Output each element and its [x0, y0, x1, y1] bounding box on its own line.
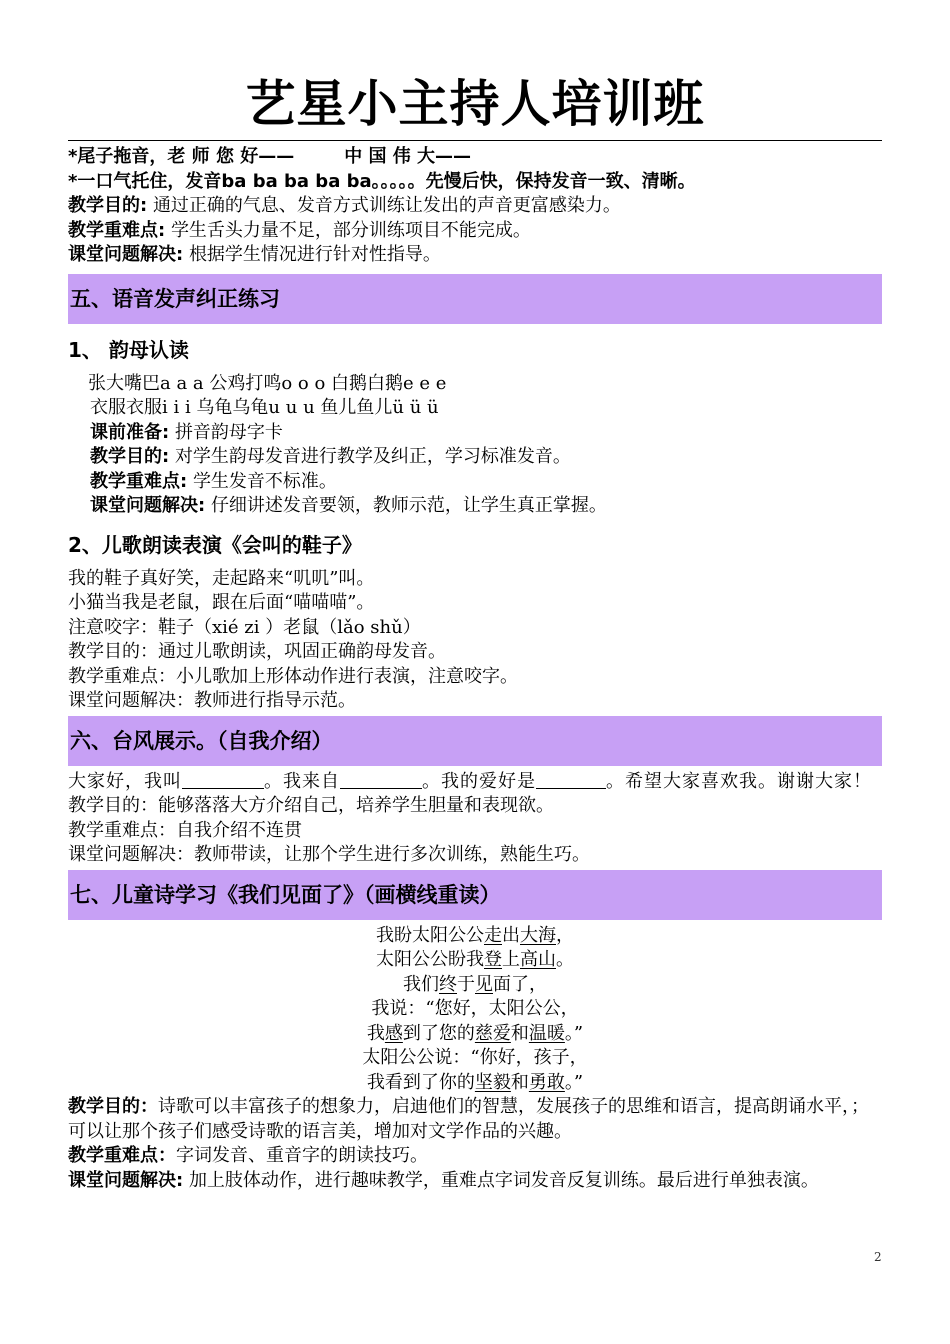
section-6-heading: 六、台风展示。（自我介绍）: [68, 716, 882, 766]
section-5-heading: 五、语音发声纠正练习: [68, 274, 882, 324]
page-number: 2: [874, 1250, 882, 1264]
page-title: 艺星小主持人培训班: [245, 75, 705, 133]
poem-line-5: 我感到了您的慈爱和温暖。”: [366, 1022, 584, 1044]
title-divider: [68, 140, 882, 141]
intro-line-1: *尾子拖音，老 师 您 好—— 中 国 伟 大——: [68, 146, 472, 167]
rhyme-goal: 教学目的：通过儿歌朗读，巩固正确韵母发音。: [68, 641, 446, 662]
rhyme-difficulty: 教学重难点：小儿歌加上形体动作进行表演，注意咬字。: [68, 665, 518, 687]
vowel-row-2: 衣服衣服i i i 乌龟乌龟u u u 鱼儿鱼儿ü ü ü: [90, 397, 439, 418]
s6-difficulty: 教学重难点：自我介绍不连贯: [68, 819, 302, 841]
name-blank: [182, 770, 264, 789]
vowel-row-1: 张大嘴巴a a a 公鸡打鸣o o o 白鹅白鹅e e e: [88, 372, 447, 394]
section-5-sub-2: 2、儿歌朗读表演《会叫的鞋子》: [68, 532, 362, 557]
s5-solution: 课堂问题解决: 仔细讲述发音要领，教师示范，让学生真正掌握。: [90, 495, 607, 516]
s6-goal: 教学目的：能够落落大方介绍自己，培养学生胆量和表现欲。: [68, 795, 554, 816]
section-7-heading: 七、儿童诗学习《我们见面了》（画横线重读）: [68, 870, 882, 920]
rhyme-solution: 课堂问题解决：教师进行指导示范。: [68, 690, 356, 711]
rhyme-line-1: 我的鞋子真好笑，走起路来“叽叽”叫。: [68, 567, 375, 589]
s5-prep: 课前准备: 拼音韵母字卡: [90, 421, 283, 443]
s6-solution: 课堂问题解决：教师带读，让那个学生进行多次训练，熟能生巧。: [68, 844, 590, 865]
s5-difficulty: 教学重难点: 学生发音不标准。: [90, 470, 337, 492]
s7-goal: 教学目的：诗歌可以丰富孩子的想象力，启迪他们的智慧，发展孩子的思维和语言，提高朗诵水平，；可以让那个孩子们感受诗歌的语言美，增加对文学作品的兴趣。: [68, 1096, 869, 1142]
intro-line-2: *一口气托住，发音ba ba ba ba ba。。。。。先慢后快，保持发音一致、清晰。: [68, 170, 696, 192]
intro-solution: 课堂问题解决: 根据学生情况进行针对性指导。: [68, 244, 441, 265]
rhyme-pronunciation: 注意咬字：鞋子（xié zi ）老鼠（lǎo shǔ）: [68, 616, 421, 638]
hobby-blank: [536, 770, 606, 789]
s7-difficulty: 教学重难点：字词发音、重音字的朗读技巧。: [68, 1145, 428, 1166]
self-intro-template: 大家好，我叫 。我来自 。我的爱好是 。希望大家喜欢我。谢谢大家！: [68, 770, 872, 792]
s7-solution: 课堂问题解决: 加上肢体动作，进行趣味教学，重难点字词发音反复训练。最后进行单独表演。: [68, 1169, 819, 1191]
section-5-sub-1: 1、 韵母认读: [68, 337, 189, 362]
intro-difficulty: 教学重难点: 学生舌头力量不足，部分训练项目不能完成。: [68, 219, 531, 241]
hometown-blank: [340, 770, 422, 789]
rhyme-line-2: 小猫当我是老鼠，跟在后面“喵喵喵”。: [68, 592, 375, 613]
poem-line-4: 我说：“您好，太阳公公，: [371, 998, 579, 1019]
poem-line-3: 我们终于见面了，: [403, 973, 547, 995]
poem-line-2: 太阳公公盼我登上高山。: [376, 949, 574, 970]
poem-line-7: 我看到了你的坚毅和勇敢。”: [366, 1071, 584, 1093]
poem-line-1: 我盼太阳公公走出大海，: [376, 924, 574, 946]
document-page: [68, 70, 882, 1193]
s5-goal: 教学目的: 对学生韵母发音进行教学及纠正，学习标准发音。: [90, 446, 571, 467]
poem-line-6: 太阳公公说：“你好，孩子，: [362, 1047, 588, 1068]
intro-goal: 教学目的: 通过正确的气息、发音方式训练让发出的声音更富感染力。: [68, 195, 621, 216]
poem: [68, 924, 882, 1096]
